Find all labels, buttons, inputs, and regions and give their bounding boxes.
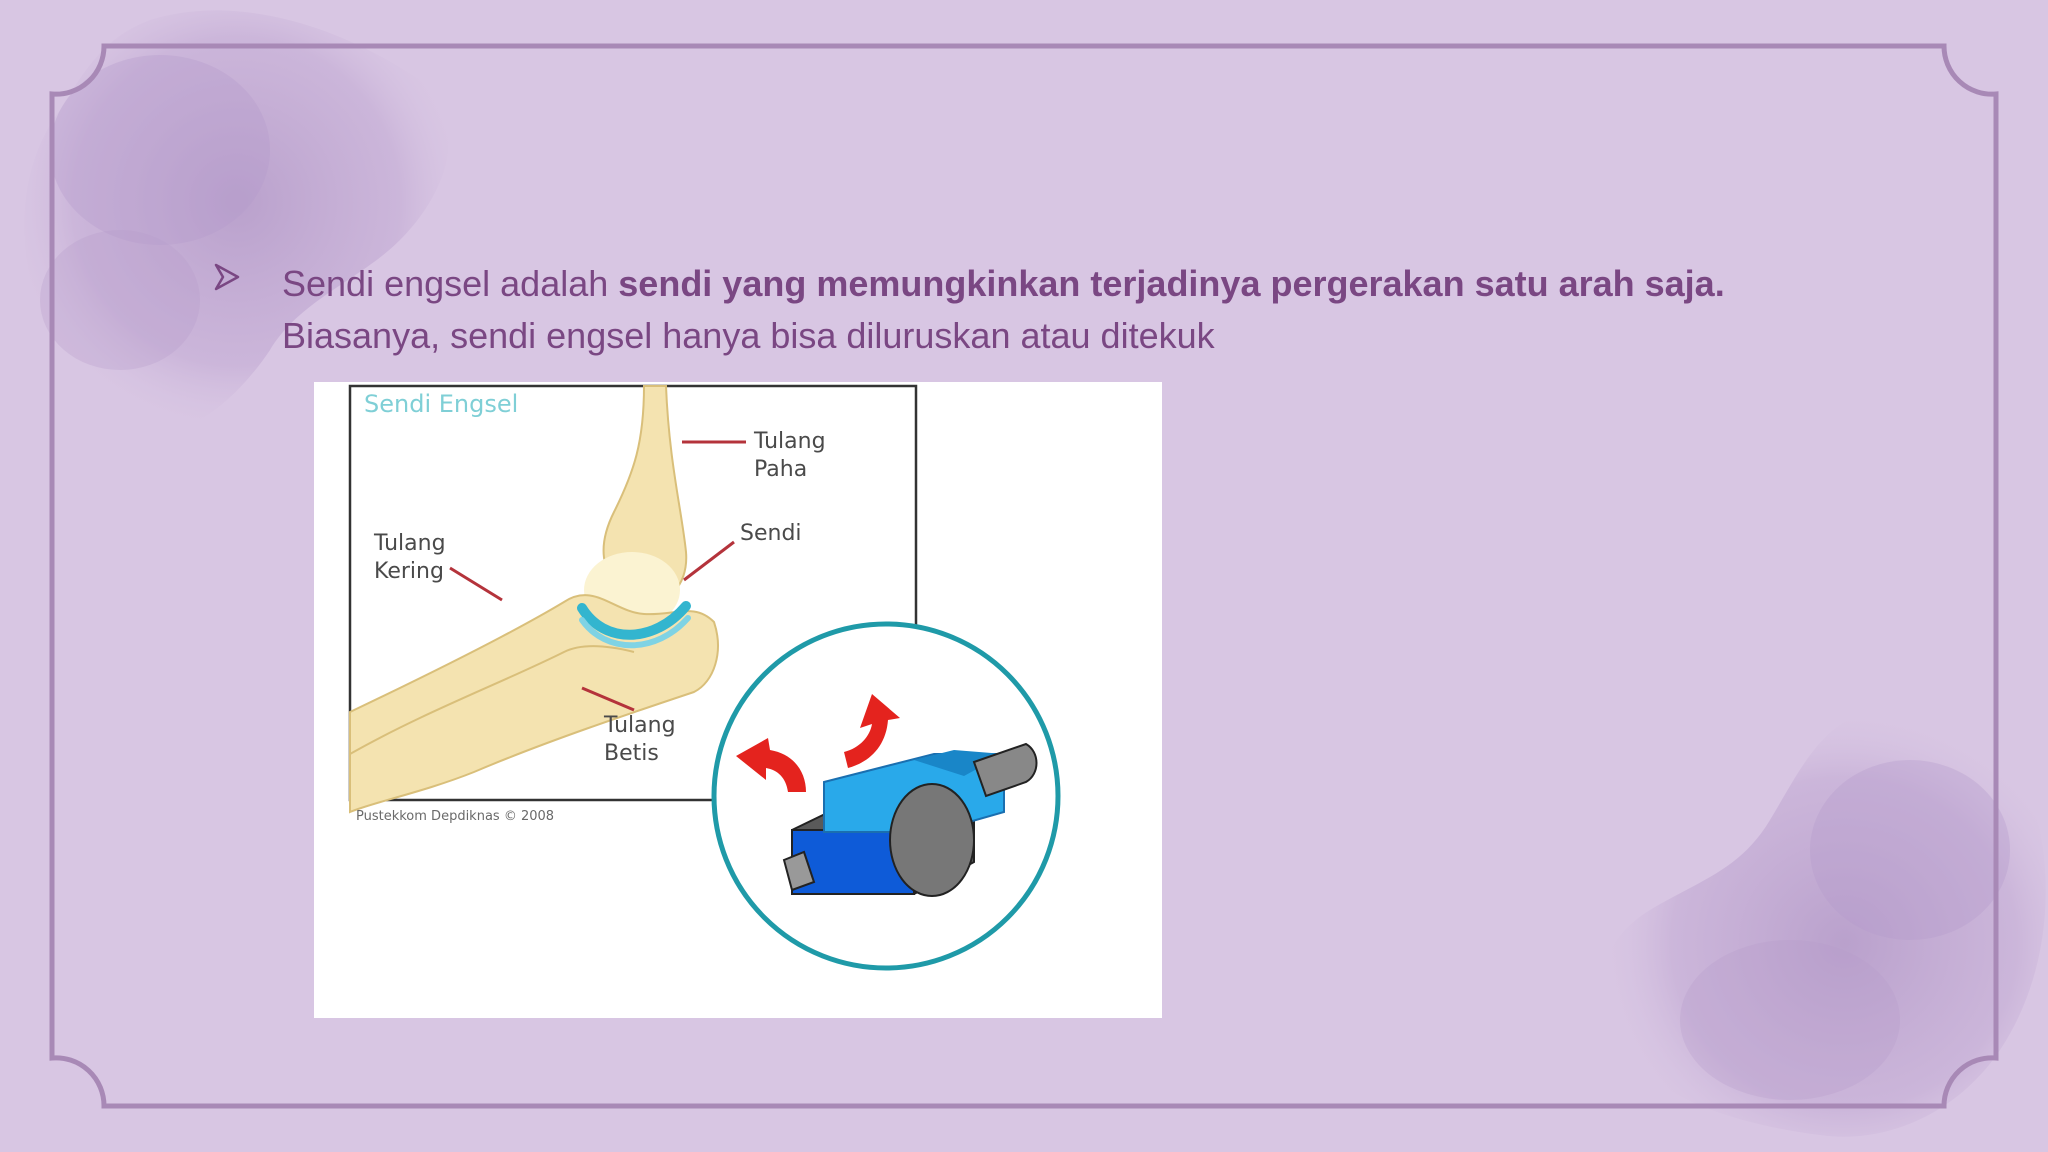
label-tulang-kering-2: Kering [374, 559, 444, 584]
label-tulang-paha-2: Paha [754, 457, 808, 482]
label-tulang-paha-1: Tulang [754, 429, 826, 454]
bullet-text-line2: Biasanya, sendi engsel hanya bisa diluruskan atau ditekuk [282, 315, 1215, 356]
arrowhead-bullet-icon [214, 262, 240, 292]
hinge-joint-diagram [314, 382, 1162, 1018]
bullet-text [282, 258, 1725, 362]
label-tulang-betis-1: Tulang [604, 713, 676, 738]
hinge-joint-illustration [314, 382, 1162, 1018]
figure-title: Sendi Engsel [364, 390, 519, 418]
label-tulang-betis-2: Betis [604, 741, 659, 766]
figure-credit: Pustekkom Depdiknas © 2008 [356, 809, 555, 824]
label-tulang-kering-1: Tulang [374, 531, 446, 556]
bullet-text-normal: Sendi engsel adalah [282, 263, 619, 304]
label-sendi: Sendi [740, 521, 802, 546]
bullet-text-bold: sendi yang memungkinkan terjadinya pergerakan satu arah saja. [618, 263, 1725, 304]
